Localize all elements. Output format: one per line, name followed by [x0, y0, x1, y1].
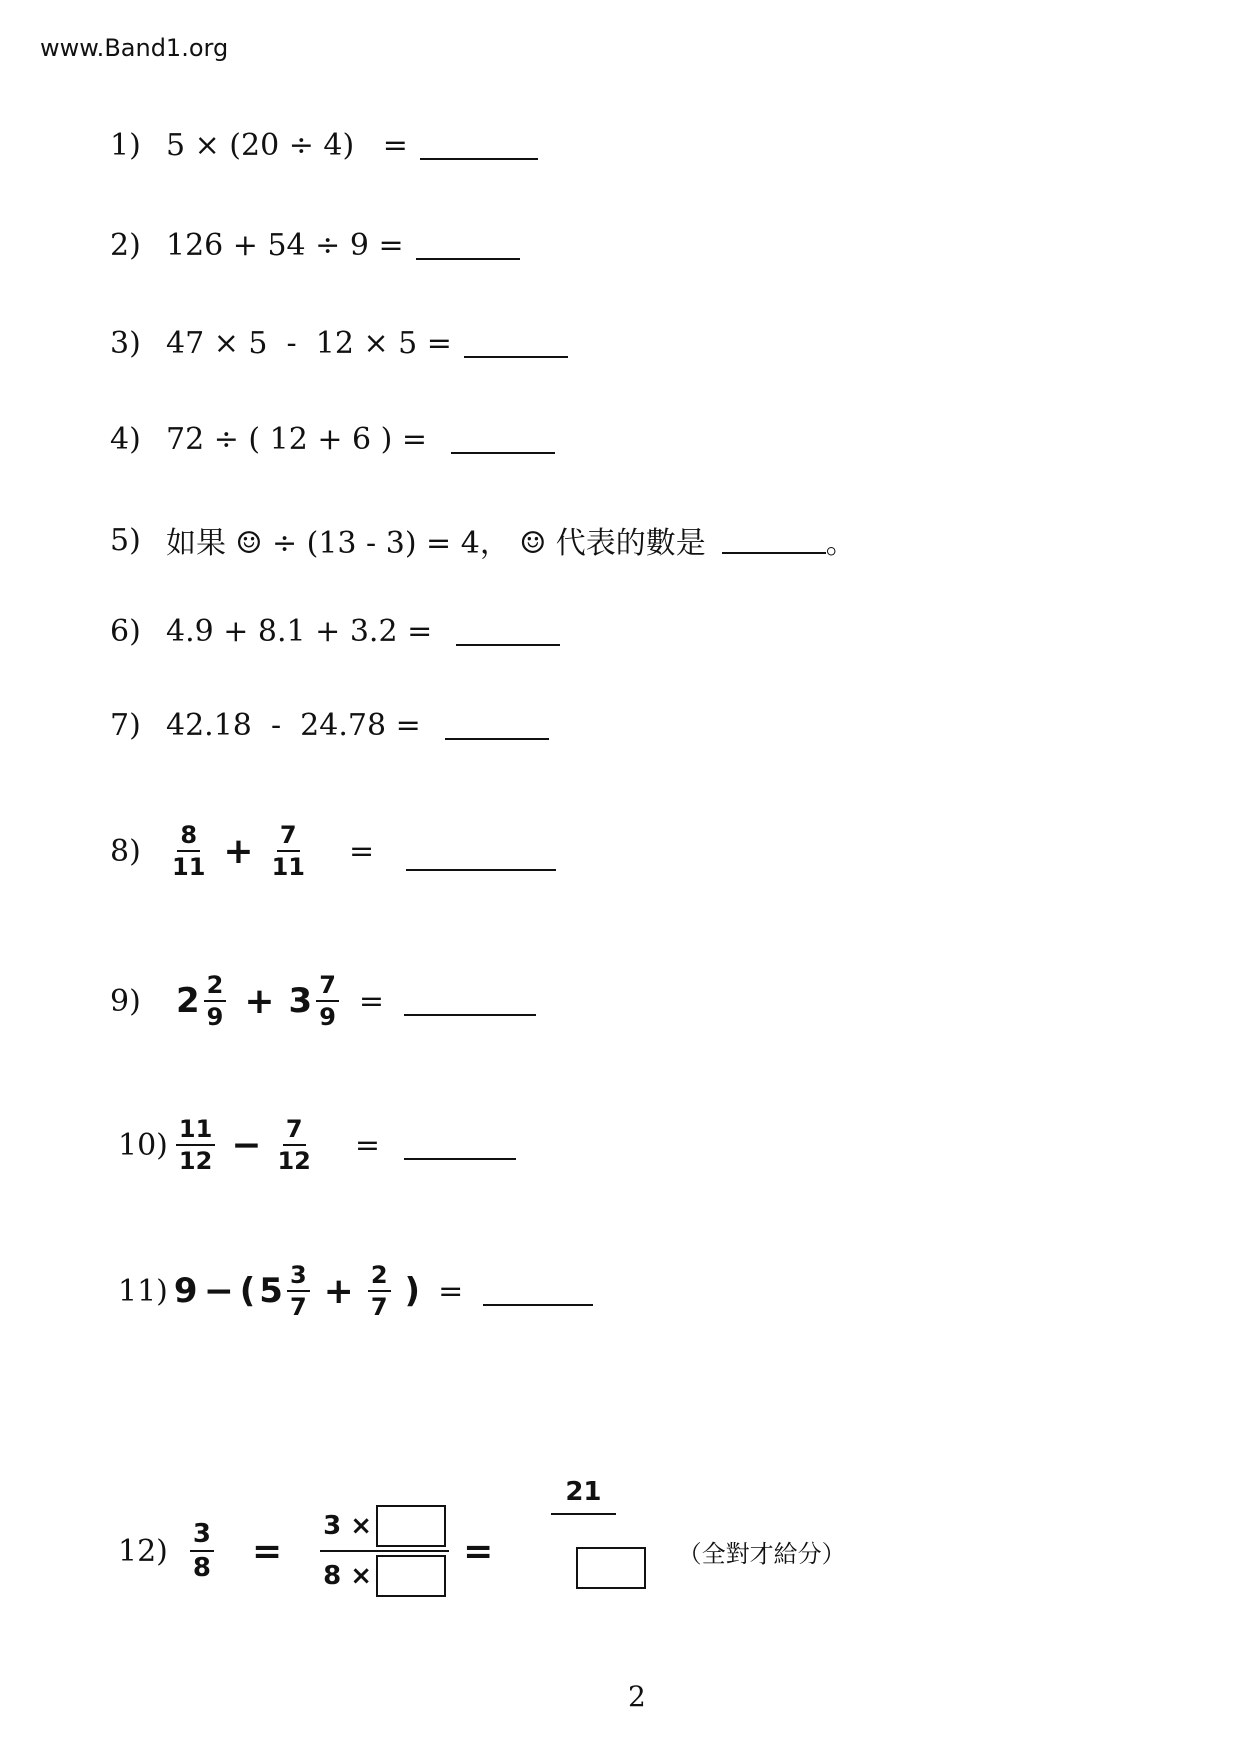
question-3	[110, 326, 568, 361]
question-6	[110, 614, 560, 649]
numerator: 2	[204, 972, 227, 1002]
question-number: 4)	[110, 422, 141, 457]
whole-number: 9	[173, 1271, 198, 1312]
denominator: 12	[178, 1147, 213, 1176]
question-expression: 47 × 5 - 12 × 5 =	[166, 326, 452, 361]
question-10	[118, 1116, 516, 1175]
question-number: 5)	[110, 522, 141, 558]
full-stop: 。	[825, 526, 856, 561]
fraction	[204, 972, 227, 1031]
equals-sign: =	[348, 833, 375, 869]
equals-sign: =	[251, 1530, 283, 1572]
denominator: 11	[172, 853, 206, 882]
question-7	[110, 708, 549, 743]
question-expression: 126 + 54 ÷ 9 =	[166, 228, 404, 263]
question-number: 10)	[118, 1127, 168, 1163]
equals-sign: =	[463, 1530, 494, 1572]
denominator: 12	[277, 1147, 311, 1176]
site-url: www.Band1.org	[40, 34, 229, 62]
plus-sign: +	[223, 830, 254, 872]
answer-blank[interactable]	[722, 526, 826, 554]
answer-blank[interactable]	[404, 986, 536, 1016]
answer-blank[interactable]	[420, 132, 538, 160]
question-9	[110, 972, 536, 1031]
question-12	[118, 1478, 846, 1624]
answer-blank[interactable]	[464, 330, 568, 358]
question-number: 6)	[110, 614, 141, 649]
question-5	[110, 518, 856, 562]
question-number: 3)	[110, 326, 141, 361]
numerator: 21	[551, 1478, 615, 1515]
question-number: 12)	[118, 1533, 168, 1569]
page-number: 2	[628, 1680, 646, 1713]
numerator	[320, 1505, 449, 1552]
answer-box-denominator[interactable]	[376, 1555, 446, 1597]
right-paren: )	[404, 1271, 421, 1312]
denominator: 9	[319, 1003, 336, 1032]
numerator: 2	[368, 1262, 391, 1292]
whole-number: 5	[259, 1271, 283, 1312]
question-expression: 5 × (20 ÷ 4) =	[166, 128, 408, 163]
numerator: 8	[177, 822, 200, 852]
equals-sign: =	[354, 1127, 381, 1163]
fraction	[316, 972, 339, 1031]
answer-blank[interactable]	[445, 712, 549, 740]
plus-sign: +	[323, 1270, 354, 1312]
numerator: 7	[277, 822, 300, 852]
question-8	[110, 822, 556, 881]
denominator: 7	[289, 1293, 307, 1322]
question-number: 2)	[110, 228, 141, 263]
numerator: 3	[190, 1520, 214, 1553]
whole-number: 2	[176, 981, 200, 1022]
question-11	[118, 1262, 593, 1321]
question-2	[110, 228, 520, 263]
question-number: 8)	[110, 833, 141, 869]
minus-sign: −	[231, 1124, 262, 1166]
answer-box-numerator[interactable]	[376, 1505, 446, 1547]
numerator: 7	[283, 1116, 306, 1146]
answer-blank[interactable]	[406, 831, 556, 871]
fraction	[176, 1116, 215, 1175]
fraction	[272, 822, 305, 881]
fraction	[190, 1520, 214, 1583]
numerator-prefix: 3 ×	[323, 1510, 373, 1541]
equals-sign: =	[438, 1273, 464, 1309]
fraction	[277, 1116, 310, 1175]
answer-blank[interactable]	[483, 1276, 593, 1306]
question-expression: 如果 ☺ ÷ (13 - 3) = 4， ☺ 代表的數是	[166, 526, 706, 561]
question-number: 1)	[110, 128, 141, 163]
question-1	[110, 128, 538, 163]
denominator-prefix: 8 ×	[323, 1560, 373, 1591]
whole-number: 3	[288, 981, 313, 1022]
question-4	[110, 422, 555, 457]
question-number: 11)	[118, 1273, 168, 1309]
fraction	[287, 1262, 310, 1321]
scoring-note: （全對才給分）	[677, 1539, 846, 1568]
numerator: 3	[287, 1262, 310, 1292]
answer-blank[interactable]	[416, 232, 520, 260]
denominator: 8	[192, 1553, 211, 1584]
answer-blank[interactable]	[456, 618, 560, 646]
denominator: 11	[271, 853, 305, 882]
question-number: 9)	[110, 983, 141, 1019]
fraction-with-boxes	[320, 1505, 449, 1597]
denominator: 9	[206, 1003, 224, 1032]
fraction	[172, 822, 205, 881]
denominator	[323, 1552, 446, 1597]
answer-box-denominator[interactable]	[576, 1547, 646, 1589]
fraction	[368, 1262, 391, 1321]
minus-sign: −	[203, 1270, 234, 1312]
equals-sign: =	[358, 983, 385, 1019]
numerator: 7	[316, 972, 339, 1002]
denominator: 7	[370, 1293, 388, 1322]
fraction-with-box	[521, 1478, 645, 1624]
left-paren: (	[239, 1271, 256, 1312]
plus-sign: +	[244, 980, 275, 1022]
answer-blank[interactable]	[451, 426, 555, 454]
question-expression: 72 ÷ ( 12 + 6 ) =	[166, 422, 428, 457]
answer-blank[interactable]	[404, 1130, 516, 1160]
denominator	[521, 1515, 645, 1625]
numerator: 11	[176, 1116, 215, 1146]
question-expression: 42.18 - 24.78 =	[166, 708, 421, 743]
question-expression: 4.9 + 8.1 + 3.2 =	[166, 614, 433, 649]
question-number: 7)	[110, 708, 141, 743]
